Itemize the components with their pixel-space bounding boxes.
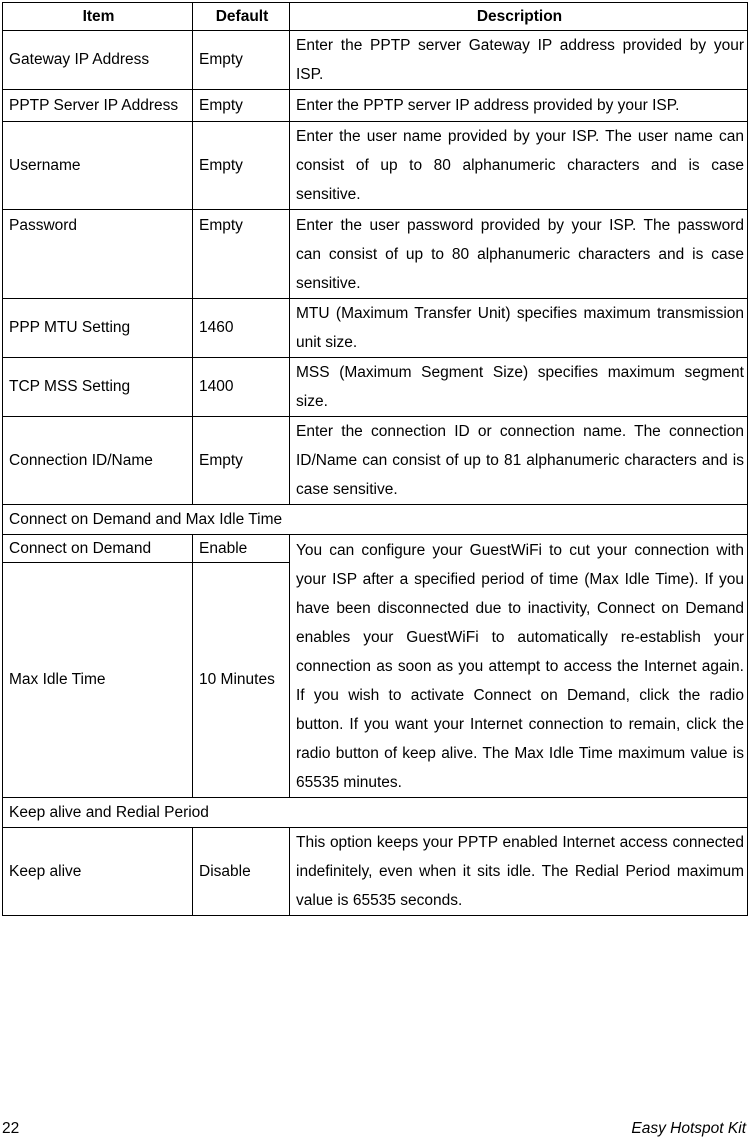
header-item: Item: [3, 3, 193, 31]
row-description: Enter the user name provided by your ISP. The user name can consist of up to 80 alphanumeric characters and is case sensitive.: [290, 122, 748, 210]
section-title-keepalive: Keep alive and Redial Period: [3, 798, 748, 828]
row-item: Gateway IP Address: [3, 31, 193, 90]
row-item: Keep alive: [3, 828, 193, 916]
row-default: Empty: [193, 90, 290, 122]
row-default: Enable: [193, 535, 290, 563]
section-title-demand: Connect on Demand and Max Idle Time: [3, 505, 748, 535]
row-item: Password: [3, 210, 193, 299]
row-item: Username: [3, 122, 193, 210]
row-default: 1400: [193, 358, 290, 417]
row-description: Enter the PPTP server Gateway IP address provided by your ISP.: [290, 31, 748, 90]
row-description: Enter the user password provided by your ISP. The password can consist of up to 80 alphanumeric characters and is case sensitive.: [290, 210, 748, 299]
table-row: [3, 299, 748, 358]
section-row-demand: [3, 505, 748, 535]
row-default: Empty: [193, 417, 290, 505]
header-default: Default: [193, 3, 290, 31]
table-row: [3, 122, 748, 210]
row-default: Disable: [193, 828, 290, 916]
row-description: Enter the PPTP server IP address provided by your ISP.: [290, 90, 748, 122]
table-row: [3, 417, 748, 505]
table-row: [3, 31, 748, 90]
row-description: You can configure your GuestWiFi to cut your connection with your ISP after a specified period of time (Max Idle Time). If you have been disconnected due to inactivity, Connect on Demand enables your GuestWiFi to automatically re-establish your connection as soon as you attempt to access the Internet again. If you wish to activate Connect on Demand, click the radio button. If you want your Internet connection to remain, click the radio button of keep alive. The Max Idle Time maximum value is 65535 minutes.: [290, 535, 748, 798]
table-row: [3, 828, 748, 916]
page-number: 22: [2, 1120, 20, 1137]
table-row: [3, 210, 748, 299]
row-description: This option keeps your PPTP enabled Internet access connected indefinitely, even when it sits idle. The Redial Period maximum value is 65535 seconds.: [290, 828, 748, 916]
table-row: [3, 90, 748, 122]
table-row: [3, 535, 748, 563]
row-item: Connect on Demand: [3, 535, 193, 563]
row-description: MSS (Maximum Segment Size) specifies maximum segment size.: [290, 358, 748, 417]
row-item: PPP MTU Setting: [3, 299, 193, 358]
row-item: Connection ID/Name: [3, 417, 193, 505]
row-item: PPTP Server IP Address: [3, 90, 193, 122]
table-header-row: [3, 3, 748, 31]
row-description: MTU (Maximum Transfer Unit) specifies maximum transmission unit size.: [290, 299, 748, 358]
row-item: Max Idle Time: [3, 563, 193, 798]
row-default: Empty: [193, 31, 290, 90]
settings-table: [2, 2, 748, 916]
header-description: Description: [290, 3, 748, 31]
document-title: Easy Hotspot Kit: [631, 1120, 746, 1137]
table-row: [3, 358, 748, 417]
row-default: 10 Minutes: [193, 563, 290, 798]
row-default: 1460: [193, 299, 290, 358]
row-default: Empty: [193, 210, 290, 299]
row-default: Empty: [193, 122, 290, 210]
row-item: TCP MSS Setting: [3, 358, 193, 417]
section-row-keepalive: [3, 798, 748, 828]
row-description: Enter the connection ID or connection name. The connection ID/Name can consist of up to 81 alphanumeric characters and is case sensitive.: [290, 417, 748, 505]
